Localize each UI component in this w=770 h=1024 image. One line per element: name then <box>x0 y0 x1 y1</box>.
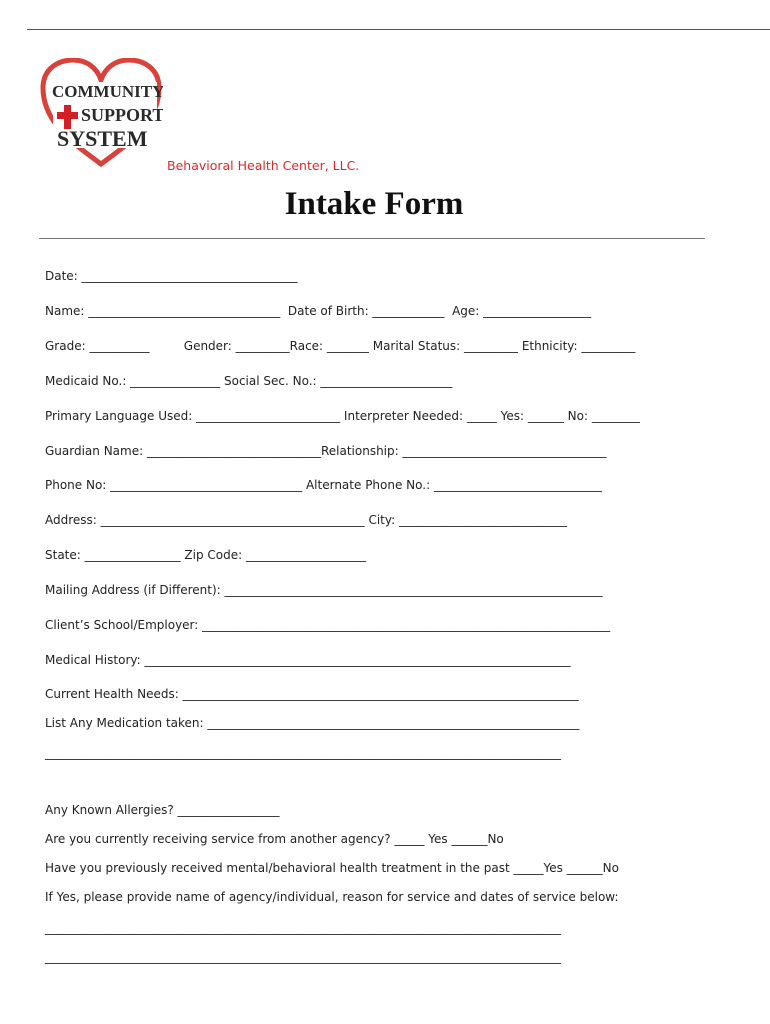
service-details-line-2[interactable]: ______________________________________________________________________________________ <box>45 950 561 964</box>
medicaid-ssn-field[interactable]: Medicaid No.: _______________ Social Sec. No.: ______________________ <box>45 374 453 388</box>
medical-history-field[interactable]: Medical History: _______________________________________________________________________ <box>45 653 571 667</box>
svg-text:SUPPORT: SUPPORT <box>81 105 163 125</box>
phone-field[interactable]: Phone No: ________________________________ Alternate Phone No.: ____________________________ <box>45 478 602 492</box>
top-divider <box>27 29 770 30</box>
state-zip-field[interactable]: State: ________________ Zip Code: ____________________ <box>45 548 366 562</box>
grade-gender-race-field[interactable]: Grade: __________ Gender: _________Race: _______ Marital Status: _________ Ethnicity: _________ <box>45 339 636 353</box>
guardian-relationship-field[interactable]: Guardian Name: _____________________________Relationship: __________________________________ <box>45 444 607 458</box>
language-interpreter-field[interactable]: Primary Language Used: ________________________ Interpreter Needed: _____ Yes: ______ No: ________ <box>45 409 640 423</box>
mailing-address-field[interactable]: Mailing Address (if Different): _______________________________________________________________ <box>45 583 603 597</box>
previous-treatment-question[interactable]: Have you previously received mental/behavioral health treatment in the past _____Yes ______No <box>45 861 619 875</box>
svg-text:COMMUNITY: COMMUNITY <box>52 82 163 101</box>
current-health-needs-field[interactable]: Current Health Needs: __________________________________________________________________ <box>45 687 579 701</box>
address-city-field[interactable]: Address: ____________________________________________ City: ____________________________ <box>45 513 567 527</box>
organization-subtitle: Behavioral Health Center, LLC. <box>167 158 360 173</box>
service-details-line-1[interactable]: ______________________________________________________________________________________ <box>45 921 561 935</box>
school-employer-field[interactable]: Client’s School/Employer: ____________________________________________________________________ <box>45 618 611 632</box>
title-divider <box>39 238 705 239</box>
medication-field[interactable]: List Any Medication taken: ______________________________________________________________ <box>45 716 580 730</box>
svg-text:SYSTEM: SYSTEM <box>57 126 148 151</box>
other-agency-question[interactable]: Are you currently receiving service from another agency? _____ Yes ______No <box>45 832 504 846</box>
community-support-system-logo <box>39 58 163 170</box>
allergies-field[interactable]: Any Known Allergies? _________________ <box>45 803 280 817</box>
service-details-prompt: If Yes, please provide name of agency/individual, reason for service and dates of service below: <box>45 890 619 904</box>
date-field[interactable]: Date: ____________________________________ <box>45 269 298 283</box>
name-dob-age-field[interactable]: Name: ________________________________ Date of Birth: ____________ Age: __________________ <box>45 304 592 318</box>
medication-continuation-line[interactable]: ______________________________________________________________________________________ <box>45 746 561 760</box>
form-title: Intake Form <box>284 186 464 222</box>
